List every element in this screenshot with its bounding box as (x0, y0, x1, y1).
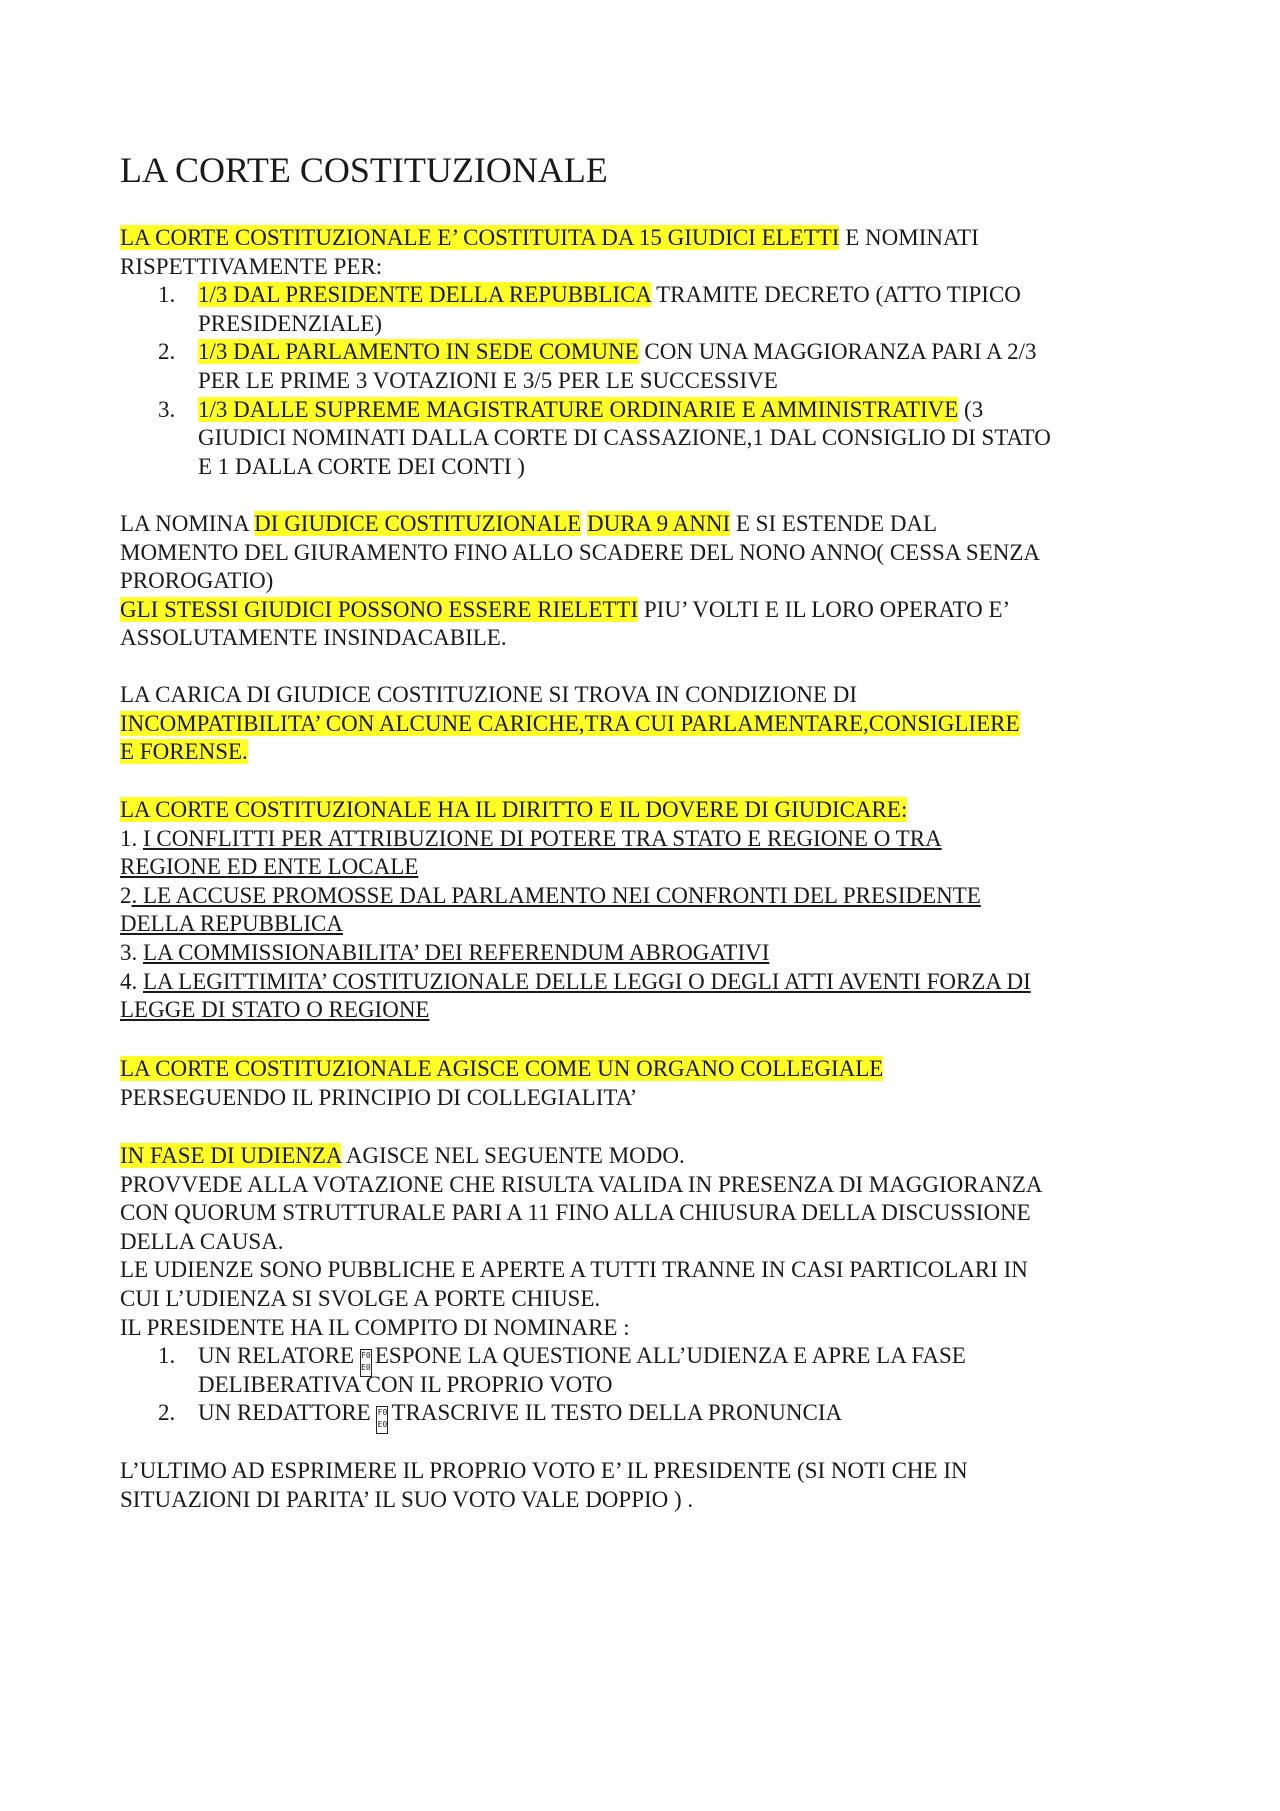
underlined-text: DELLA REPUBBLICA (120, 911, 343, 937)
highlight: E FORENSE. (120, 739, 248, 765)
list-item (120, 882, 1180, 911)
highlight: LA CORTE COSTITUZIONALE AGISCE COME UN ORGANO COLLEGIALE (120, 1056, 884, 1081)
highlight: 1/3 DAL PARLAMENTO IN SEDE COMUNE (198, 339, 639, 365)
highlight: LA CORTE COSTITUZIONALE HA IL DIRITTO E IL DOVERE DI GIUDICARE: (120, 797, 908, 822)
page-title: LA CORTE COSTITUZIONALE (120, 150, 608, 190)
paragraph-line: PROVVEDE ALLA VOTAZIONE CHE RISULTA VALIDA IN PRESENZA DI MAGGIORANZA (120, 1171, 1043, 1197)
list-item: 3. 1/3 DALLE SUPREME MAGISTRATURE ORDINARIE E AMMINISTRATIVE (3 (120, 396, 1180, 425)
underlined-text: LA LEGITTIMITA’ COSTITUZIONALE DELLE LEGGI O DEGLI ATTI AVENTI FORZA DI (143, 968, 1031, 994)
list-item (120, 825, 1180, 854)
section-hearing (120, 1142, 1180, 1428)
highlight: GLI STESSI GIUDICI POSSONO ESSERE RIELETTI (120, 596, 639, 622)
list-number: 3. (120, 939, 143, 965)
list-item (120, 939, 1180, 968)
list-item-continuation: E 1 DALLA CORTE DEI CONTI ) (198, 453, 525, 479)
list-item (120, 968, 1180, 997)
paragraph-line: IN FASE DI UDIENZA AGISCE NEL SEGUENTE MODO. (120, 1143, 685, 1168)
highlight: IN FASE DI UDIENZA (120, 1143, 342, 1168)
paragraph-line (120, 738, 1180, 767)
list-item-continuation: GIUDICI NOMINATI DALLA CORTE DI CASSAZIONE,1 DAL CONSIGLIO DI STATO (198, 425, 1051, 451)
paragraph-line: LA NOMINA DI GIUDICE COSTITUZIONALE DURA 9 ANNI E SI ESTENDE DAL (120, 511, 938, 536)
list-number: 3. (158, 396, 176, 422)
list-number: 1. (158, 1343, 176, 1369)
section-composition (120, 224, 1180, 481)
highlight: DURA 9 ANNI (586, 511, 731, 536)
paragraph-line: LE UDIENZE SONO PUBBLICHE E APERTE A TUTTI TRANNE IN CASI PARTICOLARI IN (120, 1257, 1028, 1283)
paragraph-line: PROROGATIO) (120, 568, 274, 594)
list-item: 2. UN REDATTORE F0 E0 TRASCRIVE IL TESTO DELLA PRONUNCIA (120, 1399, 1180, 1428)
paragraph-line: DELLA CAUSA. (120, 1228, 284, 1254)
underlined-text: LA COMMISSIONABILITA’ DEI REFERENDUM ABROGATIVI (143, 939, 770, 965)
missing-glyph-icon: F0 E0 (360, 1349, 372, 1377)
section-incompatibility (120, 681, 1180, 767)
underlined-text: I CONFLITTI PER ATTRIBUZIONE DI POTERE TRA STATO E REGIONE O TRA (143, 825, 942, 851)
paragraph-line (120, 796, 1180, 825)
list-number: 1. (158, 282, 176, 308)
highlight: 1/3 DAL PRESIDENTE DELLA REPUBBLICA (198, 282, 651, 308)
list-number: 2. (158, 339, 176, 365)
paragraph-line (120, 1055, 1180, 1084)
section-duties (120, 796, 1180, 1025)
section-term (120, 510, 1180, 653)
list-number: 1. (120, 825, 143, 851)
missing-glyph-icon: F0 E0 (376, 1406, 388, 1434)
list-item-continuation: PRESIDENZIALE) (198, 310, 382, 336)
highlight: LA CORTE COSTITUZIONALE E’ COSTITUITA DA 15 GIUDICI ELETTI (120, 225, 840, 250)
underlined-text: REGIONE ED ENTE LOCALE (120, 854, 419, 880)
list-item: 1. 1/3 DAL PRESIDENTE DELLA REPUBBLICA TRAMITE DECRETO (ATTO TIPICO (120, 281, 1180, 310)
paragraph-line: MOMENTO DEL GIURAMENTO FINO ALLO SCADERE DEL NONO ANNO( CESSA SENZA (120, 539, 1041, 565)
paragraph-line: GLI STESSI GIUDICI POSSONO ESSERE RIELETTI PIU’ VOLTI E IL LORO OPERATO E’ (120, 596, 1011, 622)
highlight: DI GIUDICE COSTITUZIONALE (254, 511, 582, 536)
paragraph-line: CON QUORUM STRUTTURALE PARI A 11 FINO ALLA CHIUSURA DELLA DISCUSSIONE (120, 1200, 1031, 1226)
list-number: 2 (120, 882, 132, 908)
paragraph-line: PERSEGUENDO IL PRINCIPIO DI COLLEGIALITA’ (120, 1084, 638, 1110)
paragraph-line (120, 710, 1180, 739)
list-number: 4. (120, 968, 143, 994)
paragraph-line: L’ULTIMO AD ESPRIMERE IL PROPRIO VOTO E’ IL PRESIDENTE (SI NOTI CHE IN (120, 1458, 968, 1483)
paragraph-line: SITUAZIONI DI PARITA’ IL SUO VOTO VALE DOPPIO ) . (120, 1486, 694, 1512)
list-item-continuation (120, 910, 1180, 939)
paragraph-line: RISPETTIVAMENTE PER: (120, 253, 383, 279)
list-item: 1. UN RELATORE F0 E0 ESPONE LA QUESTIONE ALL’UDIENZA E APRE LA FASE (120, 1342, 1180, 1371)
paragraph-line: CUI L’UDIENZA SI SVOLGE A PORTE CHIUSE. (120, 1285, 601, 1311)
list-item-continuation (120, 996, 1180, 1025)
underlined-text: LEGGE DI STATO O REGIONE (120, 997, 430, 1023)
section-collegiality (120, 1055, 1180, 1112)
highlight: 1/3 DALLE SUPREME MAGISTRATURE ORDINARIE E AMMINISTRATIVE (198, 396, 959, 422)
list-number: 2. (158, 1400, 176, 1426)
highlight: INCOMPATIBILITA’ CON ALCUNE CARICHE,TRA CUI PARLAMENTARE,CONSIGLIERE (120, 710, 1020, 736)
list-item-continuation: PER LE PRIME 3 VOTAZIONI E 3/5 PER LE SUCCESSIVE (198, 367, 778, 393)
paragraph-line: IL PRESIDENTE HA IL COMPITO DI NOMINARE : (120, 1314, 630, 1340)
list-item: 2. 1/3 DAL PARLAMENTO IN SEDE COMUNE CON UNA MAGGIORANZA PARI A 2/3 (120, 338, 1180, 367)
paragraph-line: LA CARICA DI GIUDICE COSTITUZIONE SI TROVA IN CONDIZIONE DI (120, 682, 858, 707)
list-item-continuation: DELIBERATIVA CON IL PROPRIO VOTO (198, 1371, 613, 1397)
paragraph-line: LA CORTE COSTITUZIONALE E’ COSTITUITA DA 15 GIUDICI ELETTI E NOMINATI (120, 225, 979, 250)
section-president-vote (120, 1457, 1180, 1514)
underlined-text: . LE ACCUSE PROMOSSE DAL PARLAMENTO NEI CONFRONTI DEL PRESIDENTE (131, 882, 981, 908)
paragraph-line: ASSOLUTAMENTE INSINDACABILE. (120, 625, 507, 651)
list-item-continuation (120, 853, 1180, 882)
